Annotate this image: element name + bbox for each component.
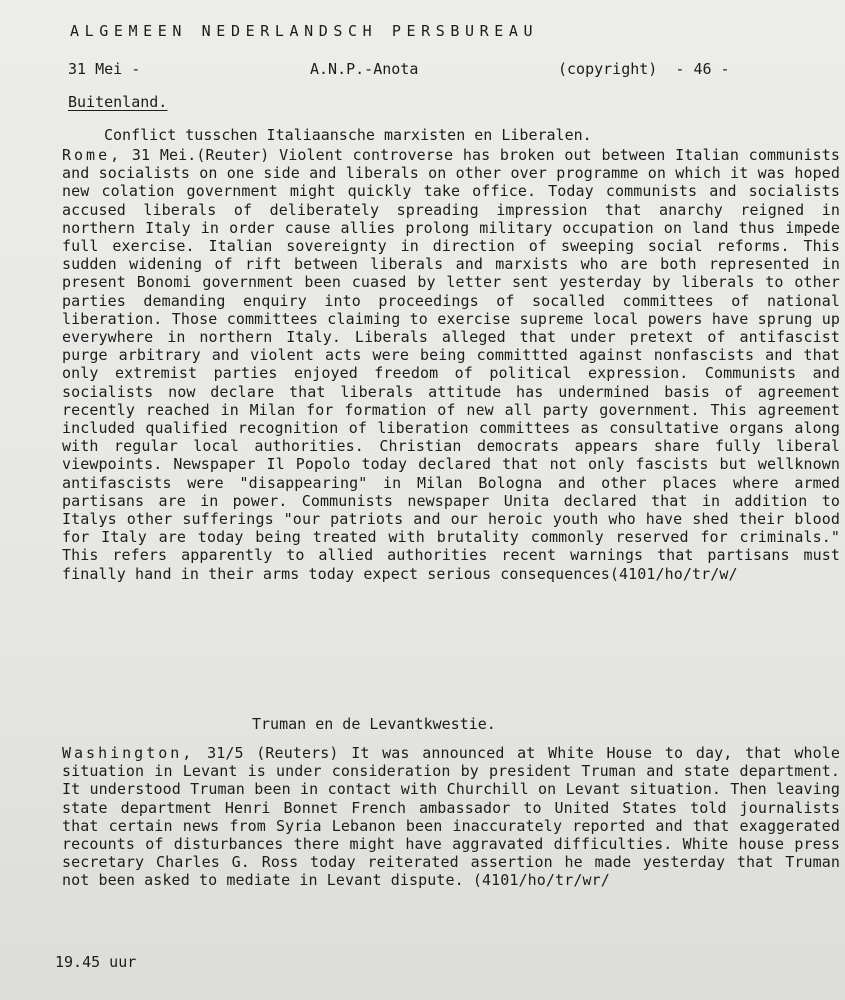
agency-name: ALGEMEEN NEDERLANDSCH PERSBUREAU	[70, 22, 539, 40]
article-2-body	[62, 744, 840, 890]
copyright-label: (copyright)	[558, 60, 658, 78]
article-2-dateline: Washington,	[62, 744, 195, 762]
article-1-dateline: Rome,	[62, 146, 123, 164]
article-2-headline: Truman en de Levantkwestie.	[252, 715, 496, 733]
bulletin-date: 31 Mei -	[68, 60, 141, 78]
copyright-and-page	[558, 60, 730, 78]
article-2-text: 31/5 (Reuters) It was announced at White House to day, that whole situation in Levant is under consideration by president Truman and state department. It understood Truman been in contact with Churchill on Levant situation. Then leaving state department Henri Bonnet French ambassador to United States told journalists that certain news from Syria Lebanon been inaccurately reported and that exaggerated recounts of disturbances there might have aggravated difficulties. White house press secretary Charles G. Ross today reiterated assertion he made yesterday that Truman not been asked to mediate in Levant dispute. (4101/ho/tr/wr/	[62, 744, 840, 890]
section-title: Buitenland.	[68, 93, 168, 111]
article-1-body	[62, 146, 840, 583]
bulletin-name: A.N.P.-Anota	[310, 60, 419, 78]
footer-time: 19.45 uur	[55, 953, 137, 971]
page-number: - 46 -	[675, 60, 730, 78]
article-1-text: 31 Mei.(Reuter) Violent controverse has broken out between Italian communists and socialists on one side and liberals on other over programme on which it was hoped new colation government might quickly take office. Today communists and socialists accused liberals of deliberately spreading impression that anarchy reigned in northern Italy in order cause allies prolong military occupation on land thus impede full exercise. Italian sovereignty in direction of sweeping social reforms. This sudden widening of rift between liberals and marxists who are both represented in present Bonomi government been cuased by letter sent yesterday by liberals to other parties demanding enquiry into proceedings of socalled committees of national liberation. Those committees claiming to exercise supreme local powers have sprung up everywhere in northern Italy. Liberals alleged that under pretext of antifascist purge arbitrary and violent acts were being committted against nonfascists and that only extremist parties enjoyed freedom of political expression. Communists and socialists now declare that liberals attitude has undermined basis of agreement recently reached in Milan for formation of new all party government. This agreement included qualified recognition of liberation committees as consultative organs along with regular local authorities. Christian democrats appears share fully liberal viewpoints. Newspaper Il Popolo today declared that not only fascists but wellknown antifascists were "disappearing" in Milan Bologna and other places where armed partisans are in power. Communists newspaper Unita declared that in addition to Italys other sufferings "our patriots and our heroic youth who have shed their blood for Italy are today being treated with brutality commonly reserved for criminals." This refers apparently to allied authorities recent warnings that partisans must finally hand in their arms today expect serious consequences(4101/ho/tr/w/	[62, 146, 840, 583]
article-1-headline: Conflict tusschen Italiaansche marxisten en Liberalen.	[104, 126, 592, 144]
